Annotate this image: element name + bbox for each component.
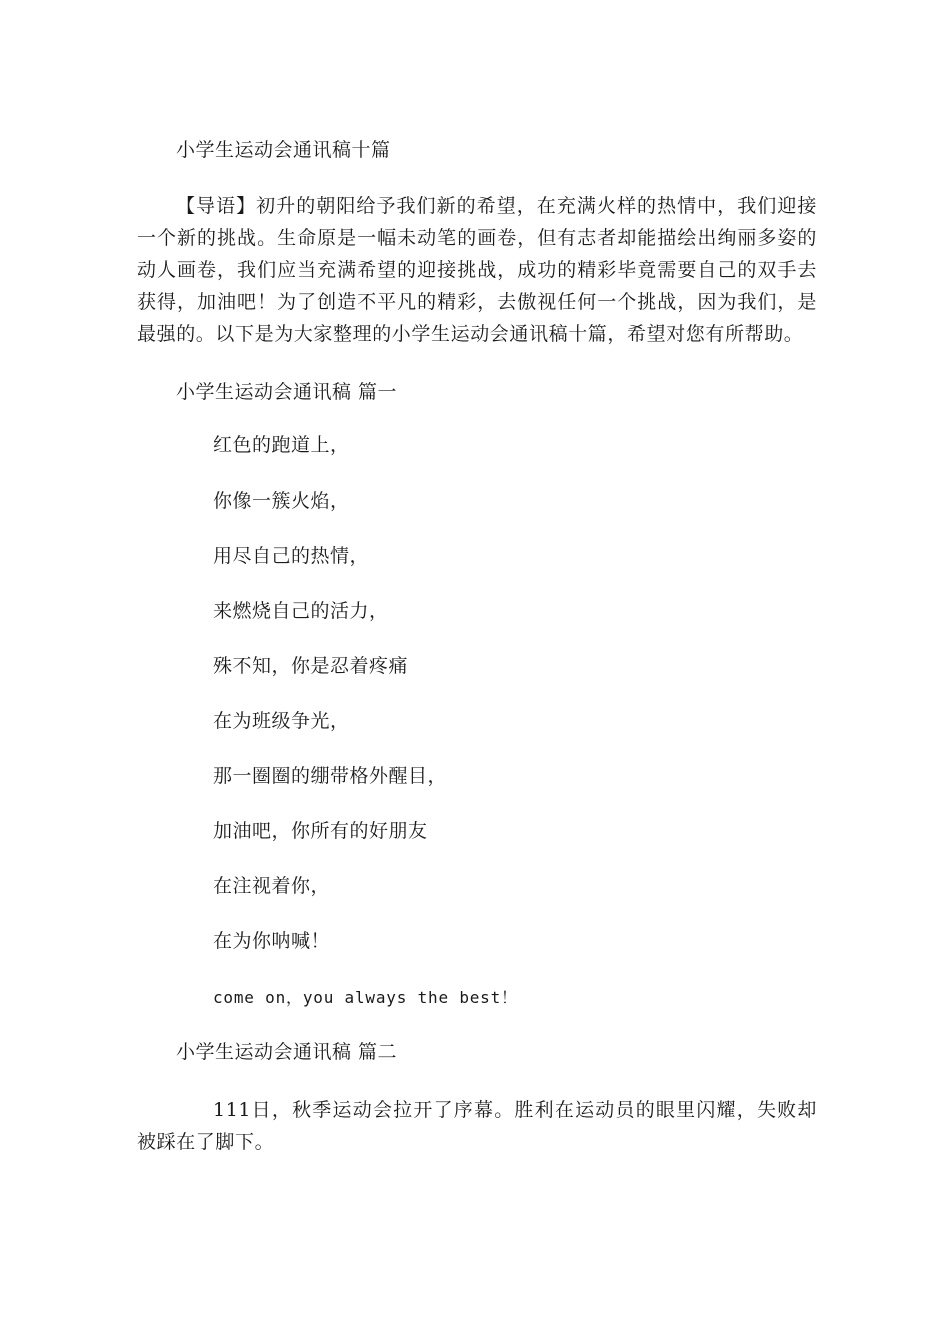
document-title: 小学生运动会通讯稿十篇 bbox=[176, 139, 391, 161]
verse-line: 在为班级争光， bbox=[213, 710, 350, 732]
intro-paragraph: 【导语】初升的朝阳给予我们新的希望，在充满火样的热情中，我们迎接一个新的挑战。生命原是一幅未动笔的画卷，但有志者却能描绘出绚丽多姿的动人画卷，我们应当充满希望的迎接挑战，成功的精彩毕竟需要自己的双手去获得，加油吧！为了创造不平凡的精彩，去傲视任何一个挑战，因为我们，是最强的。以下是为大家整理的小学生运动会通讯稿十篇，希望对您有所帮助。 bbox=[137, 195, 817, 345]
section-1-heading: 小学生运动会通讯稿 篇一 bbox=[176, 381, 398, 403]
verse-line-english: come on，you always the best！ bbox=[213, 988, 518, 1007]
verse-line: 那一圈圈的绷带格外醒目， bbox=[213, 765, 448, 787]
verse-line: 来燃烧自己的活力， bbox=[213, 600, 389, 622]
verse-line: 红色的跑道上， bbox=[213, 434, 350, 456]
section-2-paragraph: 111日，秋季运动会拉开了序幕。胜利在运动员的眼里闪耀，失败却被踩在了脚下。 bbox=[137, 1099, 817, 1153]
verse-line: 你像一簇火焰， bbox=[213, 490, 350, 512]
verse-line: 用尽自己的热情， bbox=[213, 545, 370, 567]
verse-line: 加油吧，你所有的好朋友 bbox=[213, 820, 428, 842]
verse-line: 殊不知，你是忍着疼痛 bbox=[213, 655, 409, 677]
verse-line: 在注视着你， bbox=[213, 875, 331, 897]
section-2-heading: 小学生运动会通讯稿 篇二 bbox=[176, 1041, 398, 1063]
verse-line: 在为你呐喊！ bbox=[213, 930, 331, 952]
